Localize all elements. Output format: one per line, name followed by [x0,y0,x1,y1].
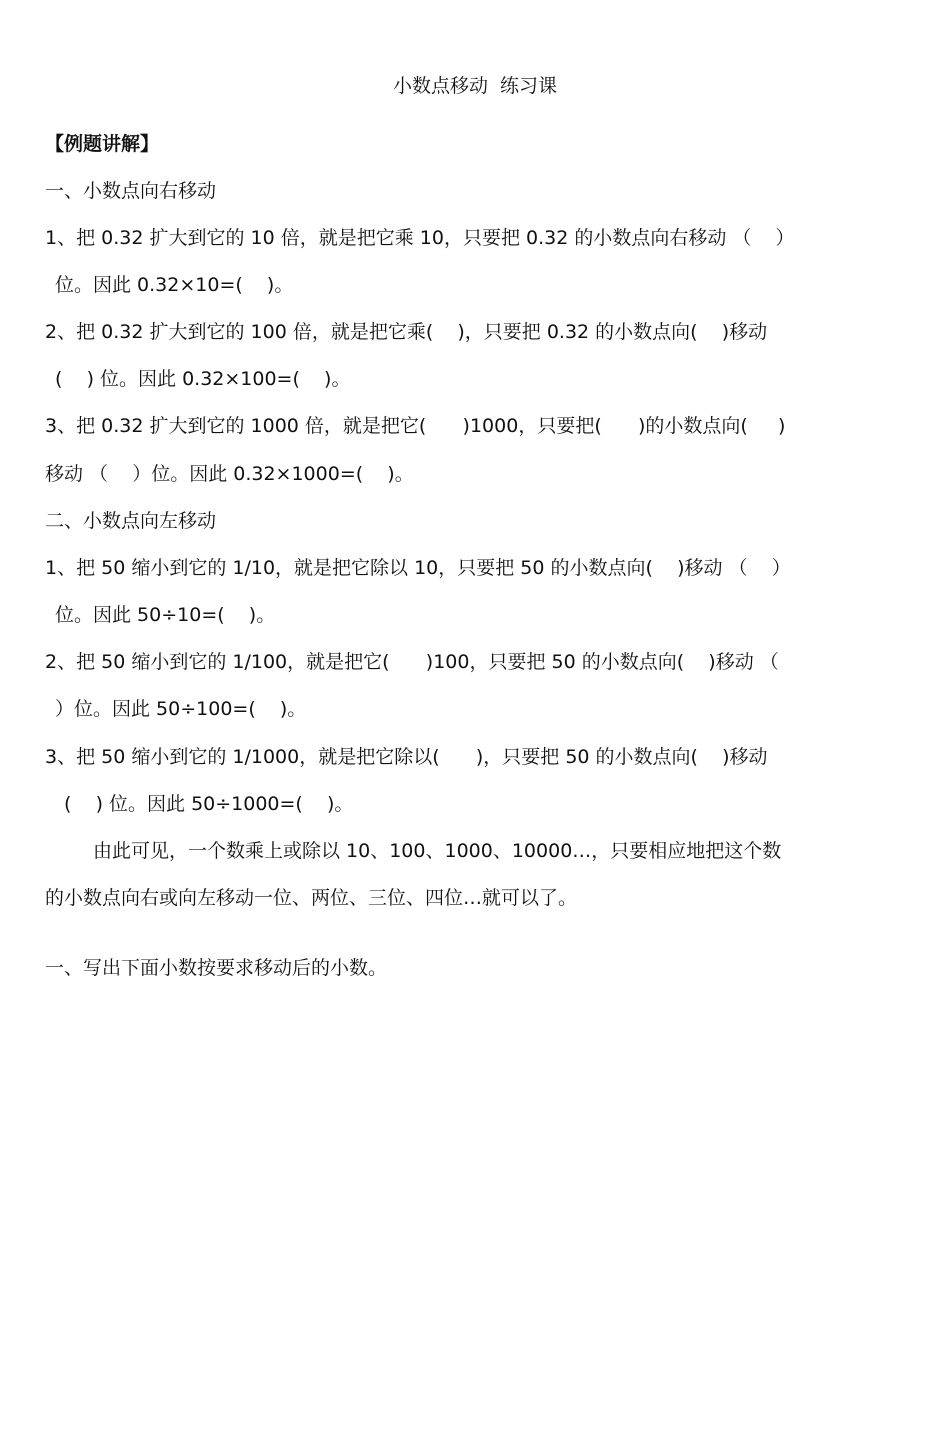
part2-item-2-line2: ）位。因此 50÷100=( )。 [55,698,307,720]
part1-item-3-line1: 3、把 0.32 扩大到它的 1000 倍，就是把它( )1000，只要把( )的小数点向( ) [45,415,786,437]
conclusion-line2: 的小数点向右或向左移动一位、两位、三位、四位…就可以了。 [45,887,578,909]
part1-item-1-line1: 1、把 0.32 扩大到它的 10 倍，就是把它乘 10，只要把 0.32 的小数点向右移动 （ ） [45,227,795,249]
part2-item-3-line1: 3、把 50 缩小到它的 1/1000，就是把它除以( )，只要把 50 的小数点向( )移动 [45,746,768,768]
page-title: 小数点移动 练习课 [392,75,558,97]
part2-item-1-line2: 位。因此 50÷10=( )。 [55,604,276,626]
part2-item-3-line2: ( ) 位。因此 50÷1000=( )。 [64,793,354,815]
part1-heading: 一、小数点向右移动 [45,180,217,202]
conclusion-line1: 由此可见，一个数乘上或除以 10、100、1000、10000…，只要相应地把这个数 [93,840,782,862]
part1-item-3-line2: 移动 （ ）位。因此 0.32×1000=( )。 [45,463,414,485]
part2-item-2-line1: 2、把 50 缩小到它的 1/100，就是把它( )100，只要把 50 的小数点向( )移动 （ [45,651,779,673]
part1-item-2-line2: ( ) 位。因此 0.32×100=( )。 [55,368,351,390]
part2-heading: 二、小数点向左移动 [45,510,217,532]
section-label: 【例题讲解】 [45,133,160,155]
part2-item-1-line1: 1、把 50 缩小到它的 1/10，就是把它除以 10，只要把 50 的小数点向( )移动 （ ） [45,557,791,579]
part1-item-1-line2: 位。因此 0.32×10=( )。 [55,274,294,296]
part1-item-2-line1: 2、把 0.32 扩大到它的 100 倍，就是把它乘( )，只要把 0.32 的小数点向( )移动 [45,321,768,343]
exercise-heading: 一、写出下面小数按要求移动后的小数。 [45,957,388,979]
